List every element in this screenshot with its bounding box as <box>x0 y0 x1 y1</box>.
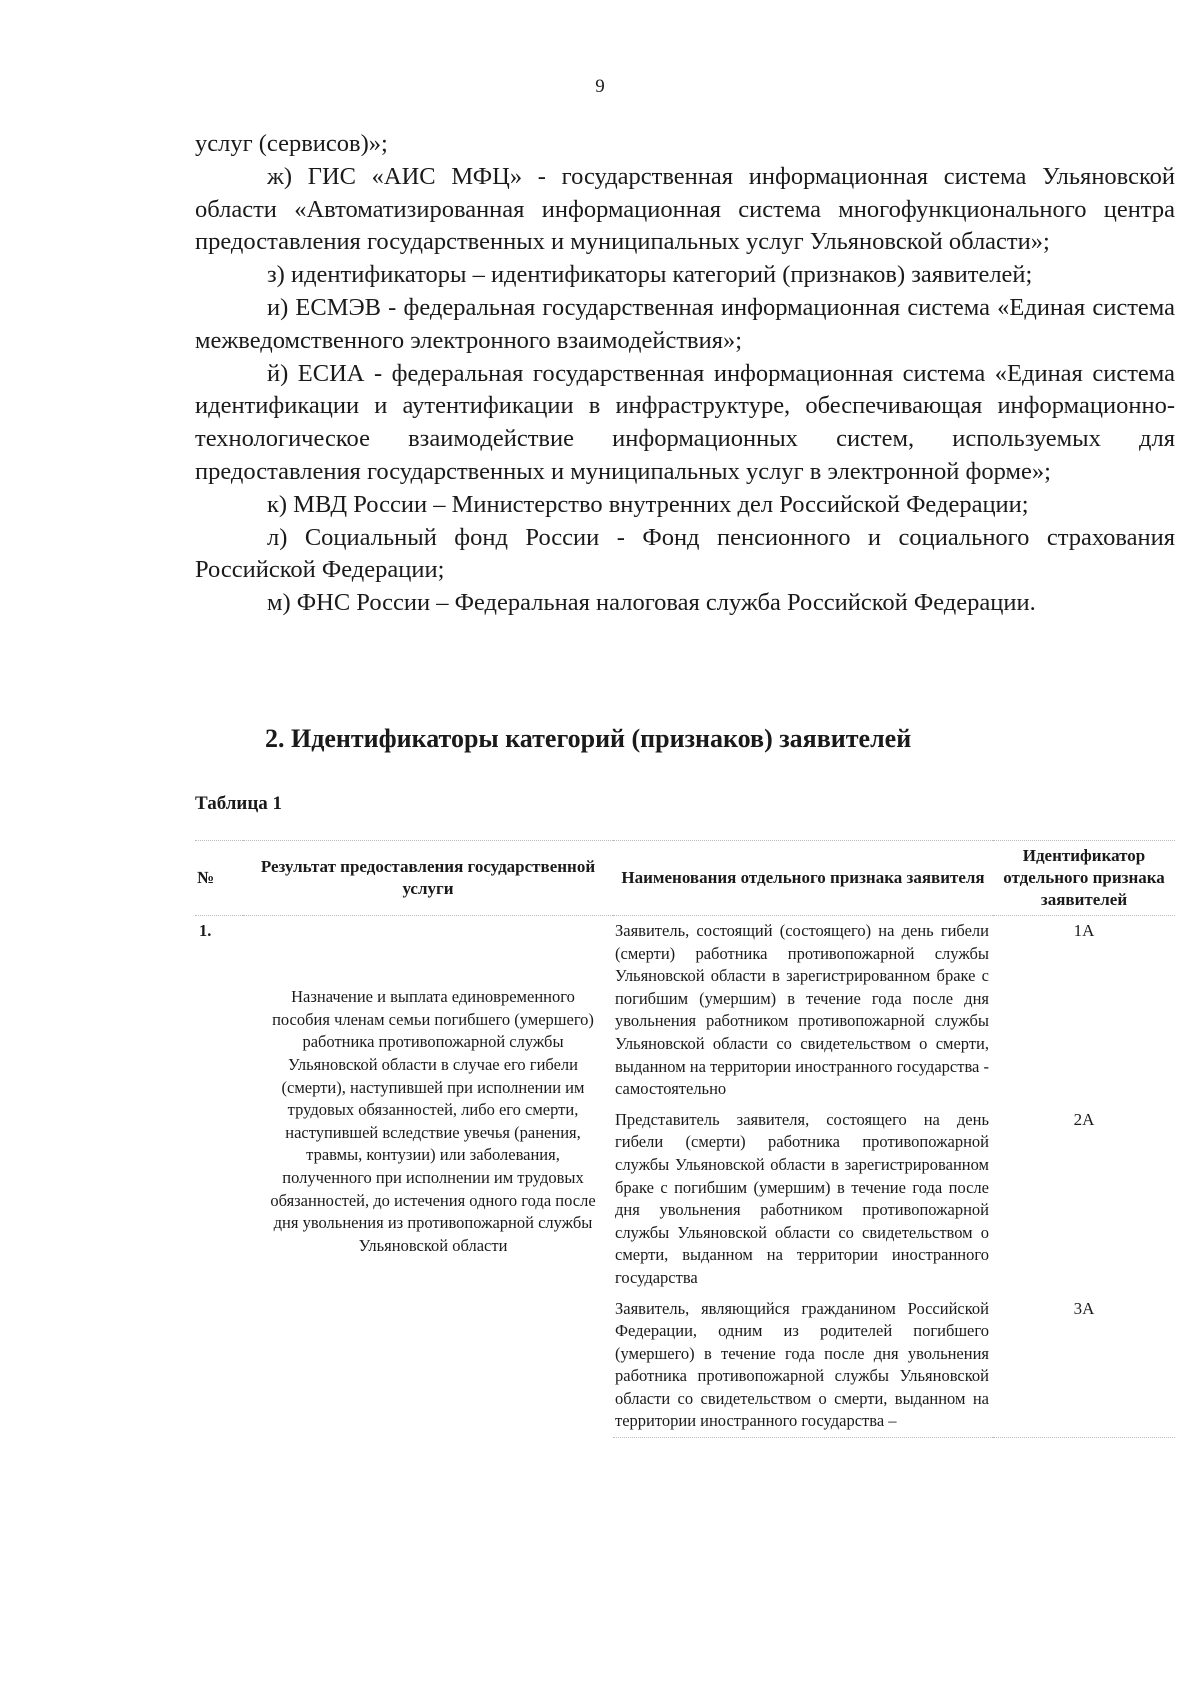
criterion-cell: Заявитель, состоящий (состоящего) на день гибели (смерти) работника противопожарной службы Ульяновской области в зарегистрированном браке с погибшим (умершим) в течение года после дня увольнения работником противопожарной службы Ульяновской области со свидетельством о смерти, выданном на территории иностранного государства - самостоятельно <box>615 921 989 1099</box>
table-caption: Таблица 1 <box>195 793 283 814</box>
paragraph: к) МВД России – Министерство внутренних дел Российской Федерации; <box>267 490 1029 518</box>
criterion-cell: Заявитель, являющийся гражданином Российской Федерации, одним из родителей погибшего (умершего) в течение года после дня увольнения работника противопожарной службы Ульяновской области со свидетельством о смерти, выданном на территории иностранного государства – <box>613 1294 993 1438</box>
paragraph: з) идентификаторы – идентификаторы категорий (признаков) заявителей; <box>267 261 1033 289</box>
header-identifier: Идентификатор отдельного признака заявителей <box>993 841 1175 916</box>
applicant-identifiers-table <box>195 840 1175 1438</box>
identifier-cell: 1А <box>1073 921 1095 940</box>
body-text <box>195 128 1175 620</box>
paragraph: услуг (сервисов)»; <box>195 130 388 157</box>
header-result: Результат предоставления государственной услуги <box>243 841 613 916</box>
paragraph: и) ЕСМЭВ - федеральная государственная информационная система «Единая система межведомственного электронного взаимодействия»; <box>195 293 1175 354</box>
paragraph: л) Социальный фонд России - Фонд пенсионного и социального страхования Российской Федерации; <box>195 523 1175 584</box>
criterion-cell: Представитель заявителя, состоящего на день гибели (смерти) работника противопожарной службы Ульяновской области в зарегистрированном браке с погибшим (умершим) в течение года после дня увольнения работником противопожарной службы Ульяновской области со свидетельством о смерти, выданном на территории иностранного государства <box>615 1109 989 1287</box>
table-header-row <box>195 841 1175 916</box>
paragraph: ж) ГИС «АИС МФЦ» - государственная информационная система Ульяновской области «Автоматизированная информационная система многофункционального центра предоставления государственных и муниципальных услуг Ульяновской области»; <box>195 162 1175 256</box>
paragraph: й) ЕСИА - федеральная государственная информационная система «Единая система идентификации и аутентификации в инфраструктуре, обеспечивающая информационно-технологическое взаимодействие информационных систем, используемых для предоставления государственных и муниципальных услуг в электронной форме»; <box>195 359 1175 485</box>
section-heading: 2. Идентификаторы категорий (признаков) заявителей <box>265 724 912 753</box>
identifier-cell: 3А <box>993 1294 1175 1438</box>
identifier-cell: 2А <box>1073 1109 1095 1129</box>
table-row <box>195 916 1175 1105</box>
row-number: 1. <box>199 921 212 940</box>
header-criterion: Наименования отдельного признака заявителя <box>613 841 993 916</box>
header-number: № <box>195 841 243 916</box>
page-number: 9 <box>595 76 605 97</box>
paragraph: м) ФНС России – Федеральная налоговая служба Российской Федерации. <box>267 589 1036 617</box>
service-result: Назначение и выплата единовременного пособия членам семьи погибшего (умершего) работника противопожарной службы Ульяновской области в случае его гибели (смерти), наступившей при исполнении им трудовых обязанностей, либо его смерти, наступившей вследствие увечья (ранения, травмы, контузии) или заболевания, полученного при исполнении им трудовых обязанностей, до истечения одного года после дня увольнения из противопожарной службы Ульяновской области <box>270 987 596 1255</box>
